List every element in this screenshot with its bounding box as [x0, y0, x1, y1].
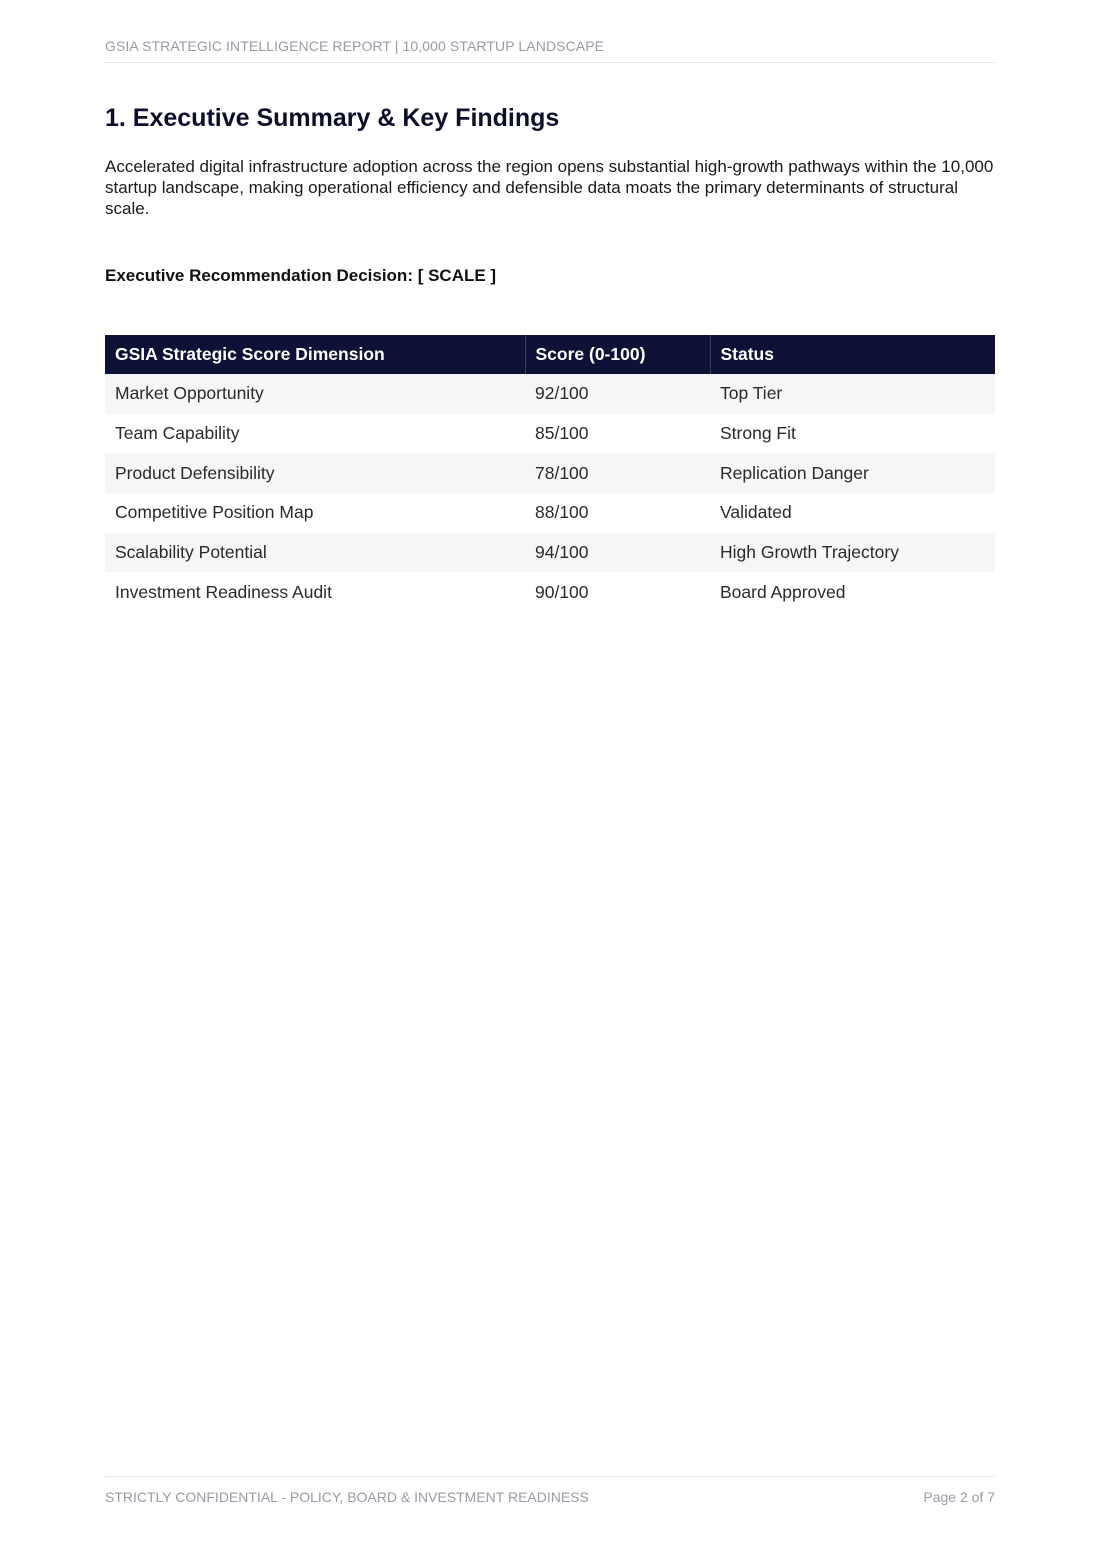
- cell-dimension: Product Defensibility: [105, 453, 525, 493]
- executive-summary-paragraph: Accelerated digital infrastructure adoption across the region opens substantial high-growth pathways within the 10,000 startup landscape, making operational efficiency and defensible data moats the primary determinants of structural scale.: [105, 157, 994, 218]
- cell-score: 85/100: [525, 414, 710, 454]
- cell-status: Replication Danger: [710, 453, 995, 493]
- footer-divider: [105, 1476, 995, 1477]
- table-header-row: [105, 335, 995, 374]
- cell-dimension: Scalability Potential: [105, 533, 525, 573]
- cell-score: 94/100: [525, 533, 710, 573]
- section-title: 1. Executive Summary & Key Findings: [105, 104, 560, 132]
- cell-dimension: Competitive Position Map: [105, 493, 525, 533]
- page-number: Page 2 of 7: [923, 1489, 995, 1505]
- cell-score: 92/100: [525, 374, 710, 414]
- strategic-score-table: [105, 335, 995, 612]
- cell-score: 88/100: [525, 493, 710, 533]
- running-header: GSIA STRATEGIC INTELLIGENCE REPORT | 10,000 STARTUP LANDSCAPE: [105, 38, 995, 63]
- column-header-score: Score (0-100): [525, 335, 710, 374]
- report-page: [105, 0, 995, 1555]
- table-row: [105, 493, 995, 533]
- table-row: [105, 414, 995, 454]
- confidentiality-footer: STRICTLY CONFIDENTIAL - POLICY, BOARD & INVESTMENT READINESS: [105, 1489, 589, 1505]
- column-header-dimension: GSIA Strategic Score Dimension: [105, 335, 525, 374]
- table-row: [105, 374, 995, 414]
- cell-status: Validated: [710, 493, 995, 533]
- cell-dimension: Market Opportunity: [105, 374, 525, 414]
- cell-score: 78/100: [525, 453, 710, 493]
- table-row: [105, 533, 995, 573]
- column-header-status: Status: [710, 335, 995, 374]
- table-row: [105, 453, 995, 493]
- cell-status: Board Approved: [710, 572, 995, 612]
- cell-dimension: Investment Readiness Audit: [105, 572, 525, 612]
- cell-dimension: Team Capability: [105, 414, 525, 454]
- cell-status: Strong Fit: [710, 414, 995, 454]
- table-row: [105, 572, 995, 612]
- cell-status: High Growth Trajectory: [710, 533, 995, 573]
- recommendation-decision: Executive Recommendation Decision: [ SCALE ]: [105, 266, 497, 285]
- cell-score: 90/100: [525, 572, 710, 612]
- cell-status: Top Tier: [710, 374, 995, 414]
